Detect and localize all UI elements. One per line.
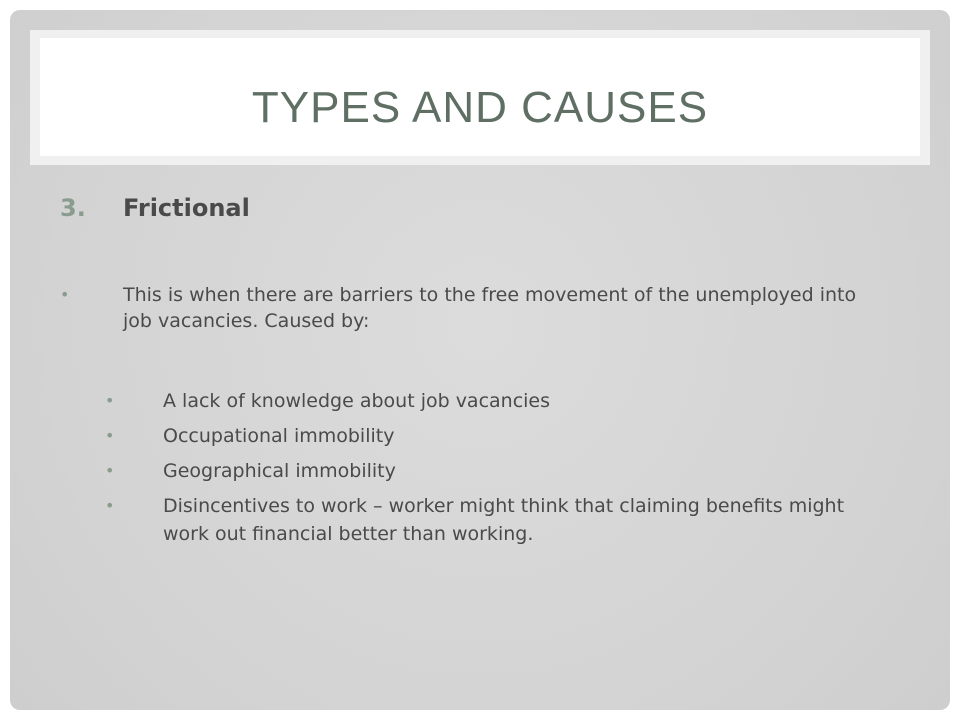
bullet-icon: • <box>105 496 115 515</box>
main-bullet-text: This is when there are barriers to the free movement of the unemployed into job vacancies. Caused by: <box>123 284 857 332</box>
slide <box>10 10 950 710</box>
sub-bullet-text: Geographical immobility <box>163 460 396 482</box>
slide-content <box>10 10 950 710</box>
bullet-icon: • <box>60 285 70 304</box>
heading-text: Frictional <box>123 194 250 222</box>
sub-bullet <box>105 422 895 450</box>
sub-bullet <box>105 457 895 485</box>
sub-bullet <box>105 492 895 548</box>
sub-bullet-text: Disincentives to work – worker might think that claiming benefits might work out financial better than working. <box>163 495 845 545</box>
sub-bullet-list <box>105 387 895 555</box>
sub-bullet-text: A lack of knowledge about job vacancies <box>163 390 551 412</box>
bullet-icon: • <box>105 461 115 480</box>
sub-bullet <box>105 387 895 415</box>
bullet-icon: • <box>105 391 115 410</box>
slide-title: TYPES AND CAUSES <box>251 83 709 132</box>
bullet-icon: • <box>105 426 115 445</box>
sub-bullet-text: Occupational immobility <box>163 425 395 447</box>
heading-number: 3. <box>60 194 86 222</box>
